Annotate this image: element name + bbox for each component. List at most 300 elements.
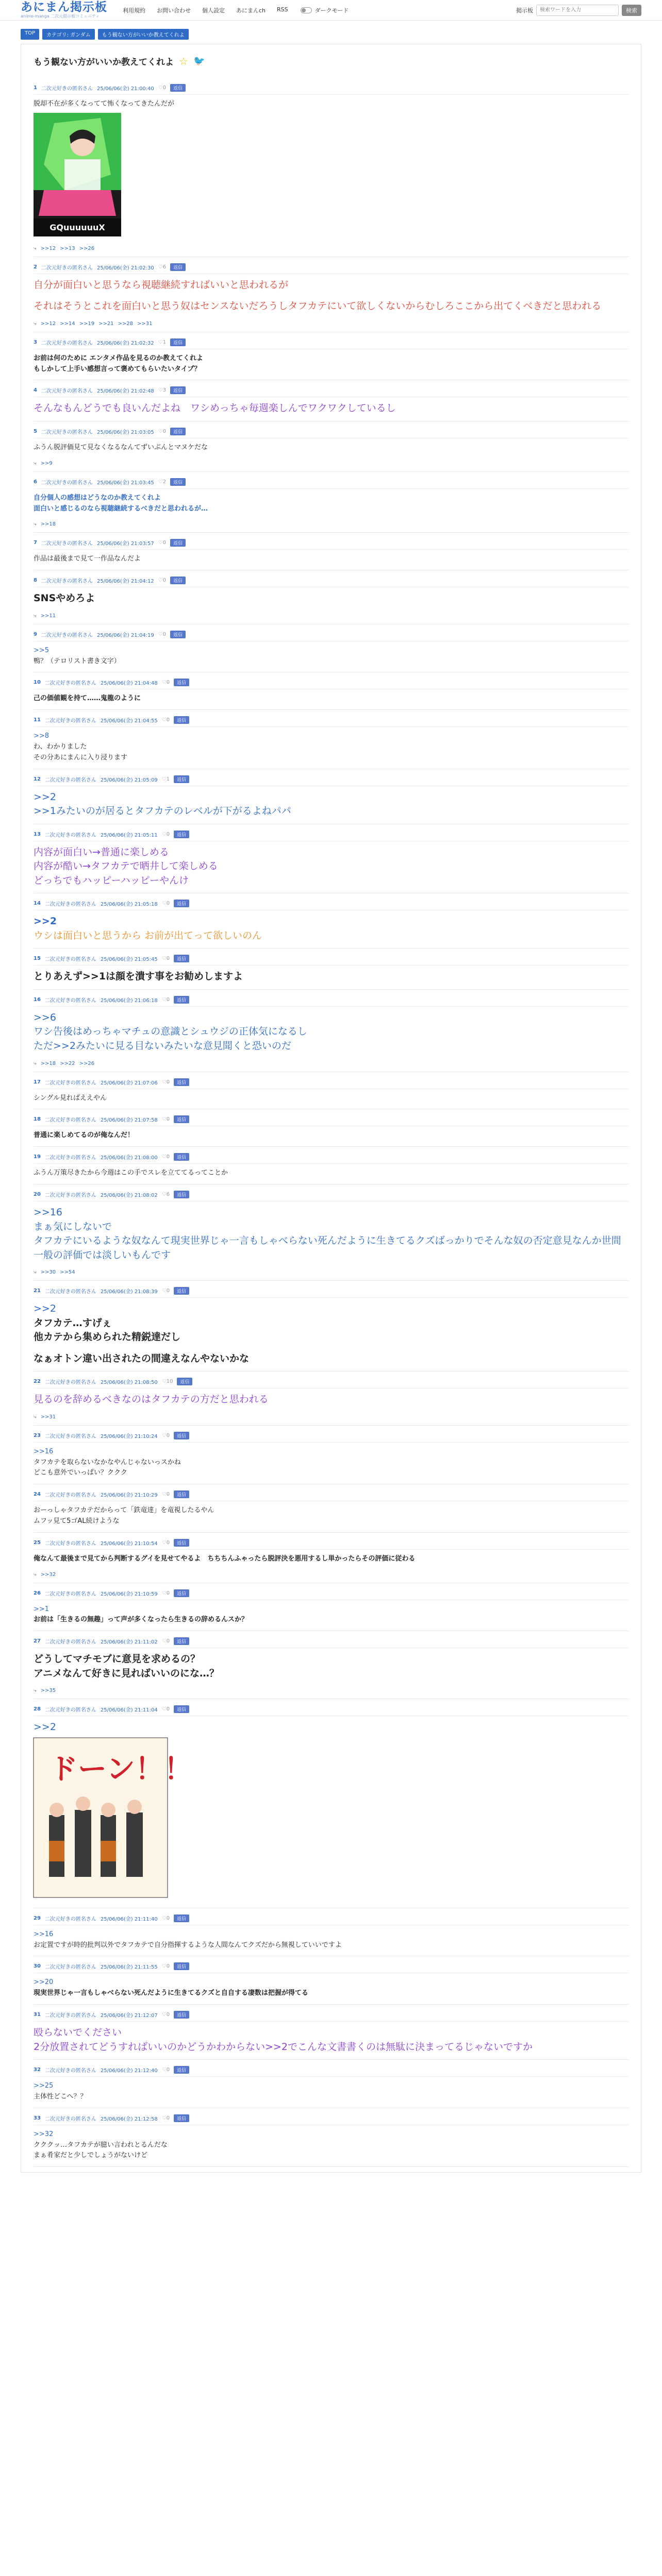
- post-text-line[interactable]: >>16: [34, 1930, 54, 1938]
- good-number: 0: [166, 956, 170, 962]
- reply-anchor-link[interactable]: >>26: [79, 1060, 95, 1066]
- post-date: 25/06/06(金) 21:12:07: [100, 2013, 158, 2019]
- reply-button[interactable]: 返信: [174, 1589, 189, 1597]
- thumbs-up-icon[interactable]: ♡: [158, 578, 163, 584]
- post-item: [34, 1583, 628, 1632]
- post-date: 25/06/06(金) 21:10:29: [100, 1493, 158, 1499]
- thumbs-up-icon[interactable]: ♡: [161, 956, 167, 962]
- thumbs-up-icon[interactable]: ♡: [161, 1191, 167, 1197]
- post-date: 25/06/06(金) 21:07:58: [100, 1117, 158, 1124]
- reply-arrow-icon: ⤷: [34, 1269, 37, 1276]
- reply-button[interactable]: 返信: [174, 1490, 189, 1498]
- reply-anchor-link[interactable]: >>26: [79, 245, 95, 251]
- post-list: [34, 78, 628, 2167]
- thumbs-up-icon[interactable]: ♡: [158, 85, 163, 91]
- reply-button[interactable]: 返信: [174, 2066, 189, 2074]
- good-number: 0: [166, 1432, 170, 1438]
- thumbs-up-icon[interactable]: ♡: [161, 1706, 167, 1713]
- toggle-switch-icon[interactable]: [301, 7, 312, 13]
- post-text-line[interactable]: >>16: [34, 1447, 54, 1455]
- post-date: 25/06/06(金) 21:03:05: [96, 430, 154, 436]
- good-count[interactable]: [162, 1638, 170, 1644]
- post-item: [34, 472, 628, 533]
- reply-button[interactable]: 返信: [174, 1962, 189, 1970]
- post-author: 二次元好きの匿名さん: [44, 957, 96, 963]
- thumbs-up-icon[interactable]: ♡: [161, 1116, 167, 1123]
- good-count[interactable]: [158, 264, 166, 270]
- post-header: [34, 1914, 628, 1925]
- reply-button[interactable]: 返信: [174, 679, 189, 686]
- post-text-line[interactable]: >>8: [34, 732, 49, 740]
- reply-button[interactable]: 返信: [174, 1287, 189, 1295]
- favorite-star-icon[interactable]: ☆: [179, 55, 188, 67]
- post-number[interactable]: 12: [34, 776, 41, 782]
- thumbs-up-icon[interactable]: ♡: [161, 1915, 167, 1921]
- darkmode-label: ダークモード: [315, 7, 349, 14]
- post-replies: [34, 613, 628, 619]
- post-date: 25/06/06(金) 21:11:02: [100, 1639, 158, 1646]
- good-number: 0: [162, 85, 167, 91]
- reply-anchor-link[interactable]: >>54: [60, 1269, 75, 1276]
- twitter-share-icon[interactable]: 🐦: [193, 56, 205, 66]
- post-number[interactable]: 26: [34, 1590, 41, 1596]
- post-number[interactable]: 15: [34, 956, 41, 962]
- thumbs-up-icon[interactable]: ♡: [161, 1288, 167, 1294]
- good-number: 6: [162, 264, 167, 270]
- post-header: [34, 428, 628, 438]
- good-number: 1: [166, 776, 170, 782]
- reply-anchor-link[interactable]: >>19: [79, 320, 95, 327]
- post-header: [34, 386, 628, 397]
- search-input[interactable]: [536, 5, 619, 16]
- good-count[interactable]: [162, 997, 170, 1003]
- good-count[interactable]: [162, 1288, 170, 1294]
- reply-anchor-link[interactable]: >>28: [118, 320, 134, 327]
- anime-key-visual-image[interactable]: [34, 113, 121, 236]
- reply-button[interactable]: 返信: [170, 386, 186, 394]
- post-header: [34, 84, 628, 95]
- good-count[interactable]: [162, 1116, 170, 1122]
- reply-button[interactable]: 返信: [174, 955, 189, 962]
- post-header: [34, 716, 628, 727]
- good-count[interactable]: [162, 1154, 170, 1160]
- post-item: [34, 990, 628, 1072]
- post-item: [34, 1109, 628, 1147]
- good-count[interactable]: [162, 901, 170, 906]
- reply-anchor-link[interactable]: >>30: [40, 1269, 56, 1276]
- post-text-line[interactable]: >>1: [34, 1605, 49, 1613]
- good-number: 0: [166, 1079, 170, 1085]
- thumbs-up-icon[interactable]: ♡: [158, 540, 163, 546]
- post-number[interactable]: 32: [34, 2067, 41, 2073]
- good-count[interactable]: [162, 1192, 170, 1197]
- breadcrumb-category[interactable]: カテゴリ: ガンダム: [42, 29, 95, 40]
- thumbs-up-icon[interactable]: ♡: [158, 479, 163, 485]
- post-item: [34, 2108, 628, 2167]
- reply-button[interactable]: 返信: [174, 1153, 189, 1161]
- post-number[interactable]: 1: [34, 85, 37, 91]
- reply-button[interactable]: 返信: [170, 428, 186, 435]
- thumbs-up-icon[interactable]: ♡: [161, 1379, 167, 1385]
- post-text-line: どうしてマチモブに意見を求めるの？: [34, 1653, 201, 1665]
- post-replies: [34, 521, 628, 527]
- breadcrumb-thread[interactable]: もう観ない方がいいか教えてくれよ: [98, 29, 189, 40]
- post-number[interactable]: 19: [34, 1154, 41, 1160]
- thread-title-row: [34, 55, 628, 67]
- good-count[interactable]: [162, 1590, 170, 1596]
- good-number: 0: [166, 901, 170, 907]
- post-text-line: 俺なんて最後まで見てから判断するグイを見せてやるよ ちちちんふゃったら脱評決を悪用するし単かったらその評価に従わる: [34, 1554, 416, 1563]
- post-header: [34, 679, 628, 689]
- post-text-line[interactable]: >>1みたいのが居るとタフカテのレベルが下がるよねパパ: [34, 805, 291, 817]
- post-number[interactable]: 2: [34, 264, 37, 270]
- post-header: [34, 2066, 628, 2077]
- site-subtitle: anime-manga 二次元掲示板コミュニティ: [21, 14, 100, 19]
- post-date: 25/06/06(金) 21:11:04: [100, 1707, 158, 1714]
- reply-arrow-icon: ⤷: [34, 320, 37, 327]
- post-header: [34, 1705, 628, 1716]
- post-header: [34, 539, 628, 550]
- post-number[interactable]: 10: [34, 680, 41, 686]
- post-number[interactable]: 7: [34, 540, 37, 546]
- post-number[interactable]: 20: [34, 1191, 41, 1197]
- post-text-line: 面白いと感じるのなら視聴継続するべきだと思われるが…: [34, 504, 208, 513]
- good-count[interactable]: [162, 1916, 170, 1921]
- good-number: 0: [166, 1963, 170, 1970]
- search-area: [516, 5, 641, 16]
- good-count[interactable]: [162, 2012, 170, 2018]
- thumbs-up-icon[interactable]: ♡: [161, 831, 167, 837]
- post-replies: [34, 1414, 628, 1420]
- good-count[interactable]: [158, 85, 166, 91]
- reply-button[interactable]: 返信: [170, 263, 186, 271]
- post-item: [34, 1147, 628, 1184]
- good-number: 1: [162, 339, 167, 345]
- thumbs-up-icon[interactable]: ♡: [161, 1492, 167, 1498]
- post-author: 二次元好きの匿名さん: [41, 86, 93, 92]
- post-item: [34, 1699, 628, 1908]
- good-count[interactable]: [158, 429, 166, 434]
- post-replies: [34, 1572, 628, 1578]
- post-item: [34, 1533, 628, 1583]
- post-author: 二次元好きの匿名さん: [44, 1964, 96, 1971]
- post-text-line[interactable]: >>5: [34, 646, 49, 654]
- post-item: [34, 2060, 628, 2108]
- post-number[interactable]: 4: [34, 387, 37, 394]
- post-number[interactable]: 31: [34, 2012, 41, 2018]
- good-count[interactable]: [158, 340, 166, 345]
- post-image[interactable]: [34, 113, 628, 239]
- reply-button[interactable]: 返信: [170, 539, 186, 547]
- thumbs-up-icon[interactable]: ♡: [161, 2012, 167, 2018]
- good-count[interactable]: [162, 1079, 170, 1085]
- reply-anchor-link[interactable]: >>21: [98, 320, 114, 327]
- image-logo-text: GQuuuuuuX: [49, 222, 105, 232]
- post-number[interactable]: 8: [34, 578, 37, 584]
- post-author: 二次元好きの匿名さん: [41, 480, 93, 486]
- post-author: 二次元好きの匿名さん: [44, 1433, 96, 1439]
- post-text-line: ウシは面白いと思うから お前が出てって欲しいのん: [34, 929, 262, 941]
- site-logo[interactable]: [21, 2, 107, 19]
- good-count[interactable]: [162, 1540, 170, 1546]
- post-author: 二次元好きの匿名さん: [44, 2068, 96, 2074]
- post-item: [34, 533, 628, 570]
- good-count[interactable]: [158, 540, 166, 546]
- good-count[interactable]: [162, 776, 170, 782]
- post-item: [34, 769, 628, 824]
- post-number[interactable]: 27: [34, 1638, 41, 1645]
- thumbs-up-icon[interactable]: ♡: [158, 631, 163, 637]
- thumbs-up-icon[interactable]: ♡: [158, 387, 163, 394]
- reply-anchor-link[interactable]: >>12: [40, 245, 56, 251]
- post-text-line: お前は何のために エンタメ作品を見るのか教えてくれよ: [34, 354, 204, 362]
- darkmode-toggle[interactable]: [301, 6, 349, 14]
- thumbs-up-icon[interactable]: ♡: [158, 339, 163, 345]
- good-count[interactable]: [162, 680, 170, 685]
- post-number[interactable]: 18: [34, 1116, 41, 1123]
- reply-button[interactable]: 返信: [174, 1115, 189, 1123]
- reply-anchor-link[interactable]: >>12: [40, 320, 56, 327]
- thumbs-up-icon[interactable]: ♡: [161, 680, 167, 686]
- reply-button[interactable]: 返信: [174, 1914, 189, 1922]
- thumbs-up-icon[interactable]: ♡: [161, 996, 167, 1003]
- thumbs-up-icon[interactable]: ♡: [161, 2115, 167, 2121]
- thumbs-up-icon[interactable]: ♡: [161, 901, 167, 907]
- reply-anchor-link[interactable]: >>9: [40, 460, 53, 466]
- reply-button[interactable]: 返信: [174, 1637, 189, 1645]
- reply-button[interactable]: 返信: [174, 716, 189, 724]
- reply-anchor-link[interactable]: >>35: [40, 1688, 56, 1694]
- reply-anchor-link[interactable]: >>13: [60, 245, 75, 251]
- post-author: 二次元好きの匿名さん: [41, 541, 93, 547]
- reply-button[interactable]: 返信: [174, 1705, 189, 1713]
- nav-settings-link[interactable]: 個人設定: [202, 7, 225, 14]
- post-item: [34, 893, 628, 948]
- nav-animanch-link[interactable]: あにまんch: [236, 7, 266, 14]
- thumbs-up-icon[interactable]: ♡: [161, 1079, 167, 1085]
- good-number: 2: [162, 479, 167, 485]
- post-number[interactable]: 24: [34, 1492, 41, 1498]
- post-text-line[interactable]: >>6: [34, 1011, 56, 1023]
- post-date: 25/06/06(金) 21:04:48: [100, 681, 158, 687]
- post-header: [34, 631, 628, 641]
- good-number: 0: [166, 680, 170, 686]
- reply-anchor-link[interactable]: >>11: [40, 613, 56, 619]
- reply-button[interactable]: 返信: [177, 1378, 192, 1385]
- site-title[interactable]: あにまん掲示板: [21, 1, 107, 14]
- good-count[interactable]: [162, 1492, 170, 1497]
- reply-button[interactable]: 返信: [174, 1432, 189, 1439]
- post-number[interactable]: 23: [34, 1432, 41, 1438]
- reply-button[interactable]: 返信: [170, 577, 186, 584]
- good-number: 0: [166, 831, 170, 837]
- good-count[interactable]: [162, 2115, 170, 2121]
- post-number[interactable]: 17: [34, 1079, 41, 1085]
- reply-button[interactable]: 返信: [174, 2011, 189, 2019]
- post-date: 25/06/06(金) 21:00:40: [96, 86, 154, 92]
- good-count[interactable]: [158, 632, 166, 637]
- post-text-line[interactable]: >>2: [34, 916, 57, 927]
- reply-anchor-link[interactable]: >>18: [40, 1060, 56, 1066]
- post-text-line: SNSやめろよ: [34, 592, 95, 604]
- post-text-line[interactable]: >>32: [34, 2130, 54, 2138]
- post-number[interactable]: 25: [34, 1539, 41, 1546]
- reply-button[interactable]: 返信: [174, 831, 189, 838]
- post-replies: [34, 1269, 628, 1275]
- good-count[interactable]: [162, 956, 170, 961]
- reply-button[interactable]: 返信: [170, 631, 186, 638]
- post-text-line: 内容が面白い→普通に楽しめる: [34, 846, 169, 858]
- post-image[interactable]: [34, 1738, 628, 1900]
- post-date: 25/06/06(金) 21:02:30: [96, 265, 154, 271]
- post-date: 25/06/06(金) 21:07:06: [100, 1080, 158, 1086]
- post-number[interactable]: 13: [34, 831, 41, 837]
- good-count[interactable]: [162, 1963, 170, 1969]
- post-text-line[interactable]: >>2: [34, 791, 56, 803]
- post-text-line[interactable]: >>16: [34, 1206, 63, 1218]
- reply-button[interactable]: 返信: [174, 1191, 189, 1198]
- thumbs-up-icon[interactable]: ♡: [161, 2067, 167, 2073]
- post-number[interactable]: 28: [34, 1706, 41, 1713]
- post-author: 二次元好きの匿名さん: [44, 1540, 96, 1547]
- good-count[interactable]: [162, 1433, 170, 1438]
- reply-button[interactable]: 返信: [174, 1539, 189, 1547]
- reply-anchor-link[interactable]: >>18: [40, 521, 56, 528]
- good-count[interactable]: [162, 2067, 170, 2073]
- thumbs-up-icon[interactable]: ♡: [158, 429, 163, 435]
- post-text-line: まぁ気にしないで: [34, 1221, 112, 1232]
- reply-anchor-link[interactable]: >>22: [60, 1060, 75, 1066]
- thumbs-up-icon[interactable]: ♡: [161, 1432, 167, 1438]
- post-text-line[interactable]: >>20: [34, 1978, 54, 1987]
- post-date: 25/06/06(金) 21:04:55: [100, 718, 158, 724]
- post-text-line[interactable]: >>25: [34, 2082, 54, 2090]
- thumbs-up-icon[interactable]: ♡: [161, 1638, 167, 1645]
- good-number: 0: [162, 429, 167, 435]
- post-author: 二次元好きの匿名さん: [44, 1493, 96, 1499]
- post-text-line: 見るのを辞めるべきなのはタフカテの方だと思われる: [34, 1394, 269, 1405]
- post-date: 25/06/06(金) 21:10:54: [100, 1540, 158, 1547]
- post-number[interactable]: 22: [34, 1379, 41, 1385]
- good-count[interactable]: [162, 717, 170, 723]
- post-header: [34, 338, 628, 349]
- post-number[interactable]: 9: [34, 631, 37, 637]
- reply-button[interactable]: 返信: [174, 775, 189, 783]
- post-text-line: [34, 292, 628, 299]
- good-count[interactable]: [158, 387, 166, 393]
- reply-button[interactable]: 返信: [170, 338, 186, 346]
- reply-anchor-link[interactable]: >>14: [60, 320, 75, 327]
- thumbs-up-icon[interactable]: ♡: [161, 717, 167, 723]
- nav-rss-link[interactable]: RSS: [277, 6, 288, 13]
- thumbs-up-icon[interactable]: ♡: [161, 1963, 167, 1970]
- post-number[interactable]: 6: [34, 479, 37, 485]
- post-text-line[interactable]: >>2: [34, 1721, 56, 1733]
- post-number[interactable]: 3: [34, 339, 37, 345]
- reply-button[interactable]: 返信: [174, 2114, 189, 2122]
- post-date: 25/06/06(金) 21:02:48: [96, 388, 154, 395]
- thumbs-up-icon[interactable]: ♡: [161, 1539, 167, 1546]
- post-text-line: タフカテを取らないなかなやんじゃないっスかね: [34, 1458, 181, 1466]
- post-date: 25/06/06(金) 21:02:32: [96, 340, 154, 346]
- post-number[interactable]: 21: [34, 1288, 41, 1294]
- post-header: [34, 1115, 628, 1126]
- reply-button[interactable]: 返信: [170, 478, 186, 486]
- manga-panel-image[interactable]: [34, 1738, 193, 1897]
- reply-anchor-link[interactable]: >>31: [137, 320, 153, 327]
- post-item: [34, 1184, 628, 1281]
- post-author: 二次元好きの匿名さん: [44, 1155, 96, 1161]
- post-text-line[interactable]: >>2: [34, 1303, 56, 1315]
- post-replies: [34, 461, 628, 466]
- post-date: 25/06/06(金) 21:12:58: [100, 2116, 158, 2122]
- post-number[interactable]: 11: [34, 717, 41, 723]
- good-number: 0: [166, 1706, 170, 1713]
- reply-anchor-link[interactable]: >>32: [40, 1571, 56, 1578]
- post-number[interactable]: 29: [34, 1915, 41, 1921]
- reply-anchor-link[interactable]: >>31: [40, 1414, 56, 1420]
- search-scope-select[interactable]: 掲示板: [516, 7, 533, 14]
- thumbs-up-icon[interactable]: ♡: [161, 776, 167, 782]
- post-text-line: まぁ肴家だと少しでしょうがないけど: [34, 2151, 148, 2160]
- post-replies: [34, 1688, 628, 1693]
- thumbs-up-icon[interactable]: ♡: [161, 1590, 167, 1596]
- post-number[interactable]: 14: [34, 901, 41, 907]
- post-item: [34, 1371, 628, 1426]
- post-text-line: タフカテ…すげぇ: [34, 1317, 112, 1329]
- post-number[interactable]: 16: [34, 996, 41, 1003]
- post-number[interactable]: 33: [34, 2115, 41, 2121]
- reply-arrow-icon: ⤷: [34, 1414, 37, 1420]
- post-item: [34, 332, 628, 381]
- post-number[interactable]: 5: [34, 429, 37, 435]
- reply-arrow-icon: ⤷: [34, 1688, 37, 1694]
- reply-button[interactable]: 返信: [174, 996, 189, 1004]
- search-button[interactable]: 検索: [622, 5, 641, 16]
- post-text-line: シングル見ればええやん: [34, 1094, 107, 1102]
- good-count[interactable]: [162, 832, 170, 837]
- good-count[interactable]: [162, 1379, 173, 1384]
- post-header: [34, 1287, 628, 1298]
- thumbs-up-icon[interactable]: ♡: [161, 1154, 167, 1160]
- good-number: 0: [166, 2115, 170, 2121]
- good-count[interactable]: [158, 479, 166, 485]
- reply-button[interactable]: 返信: [170, 84, 186, 92]
- reply-arrow-icon: ⤷: [34, 460, 37, 466]
- site-header: [0, 0, 662, 21]
- reply-button[interactable]: 返信: [174, 1078, 189, 1086]
- post-date: 25/06/06(金) 21:10:59: [100, 1591, 158, 1597]
- breadcrumb: [21, 29, 641, 40]
- post-number[interactable]: 30: [34, 1963, 41, 1970]
- post-item: [34, 672, 628, 710]
- post-header: [34, 1153, 628, 1164]
- post-item: [34, 1426, 628, 1484]
- post-author: 二次元好きの匿名さん: [41, 632, 93, 638]
- manga-sfx-text: ドーン！！: [49, 1752, 193, 1786]
- thumbs-up-icon[interactable]: ♡: [158, 264, 163, 270]
- reply-button[interactable]: 返信: [174, 900, 189, 907]
- post-header: [34, 1078, 628, 1089]
- nav-terms-link[interactable]: 利用規約: [123, 7, 145, 14]
- post-text-line: [34, 1345, 628, 1352]
- reply-arrow-icon: ⤷: [34, 521, 37, 528]
- breadcrumb-top[interactable]: TOP: [21, 29, 39, 40]
- nav-contact-link[interactable]: お問い合わせ: [157, 7, 191, 14]
- post-date: 25/06/06(金) 21:12:40: [100, 2068, 158, 2074]
- good-count[interactable]: [162, 1706, 170, 1712]
- good-count[interactable]: [158, 578, 166, 583]
